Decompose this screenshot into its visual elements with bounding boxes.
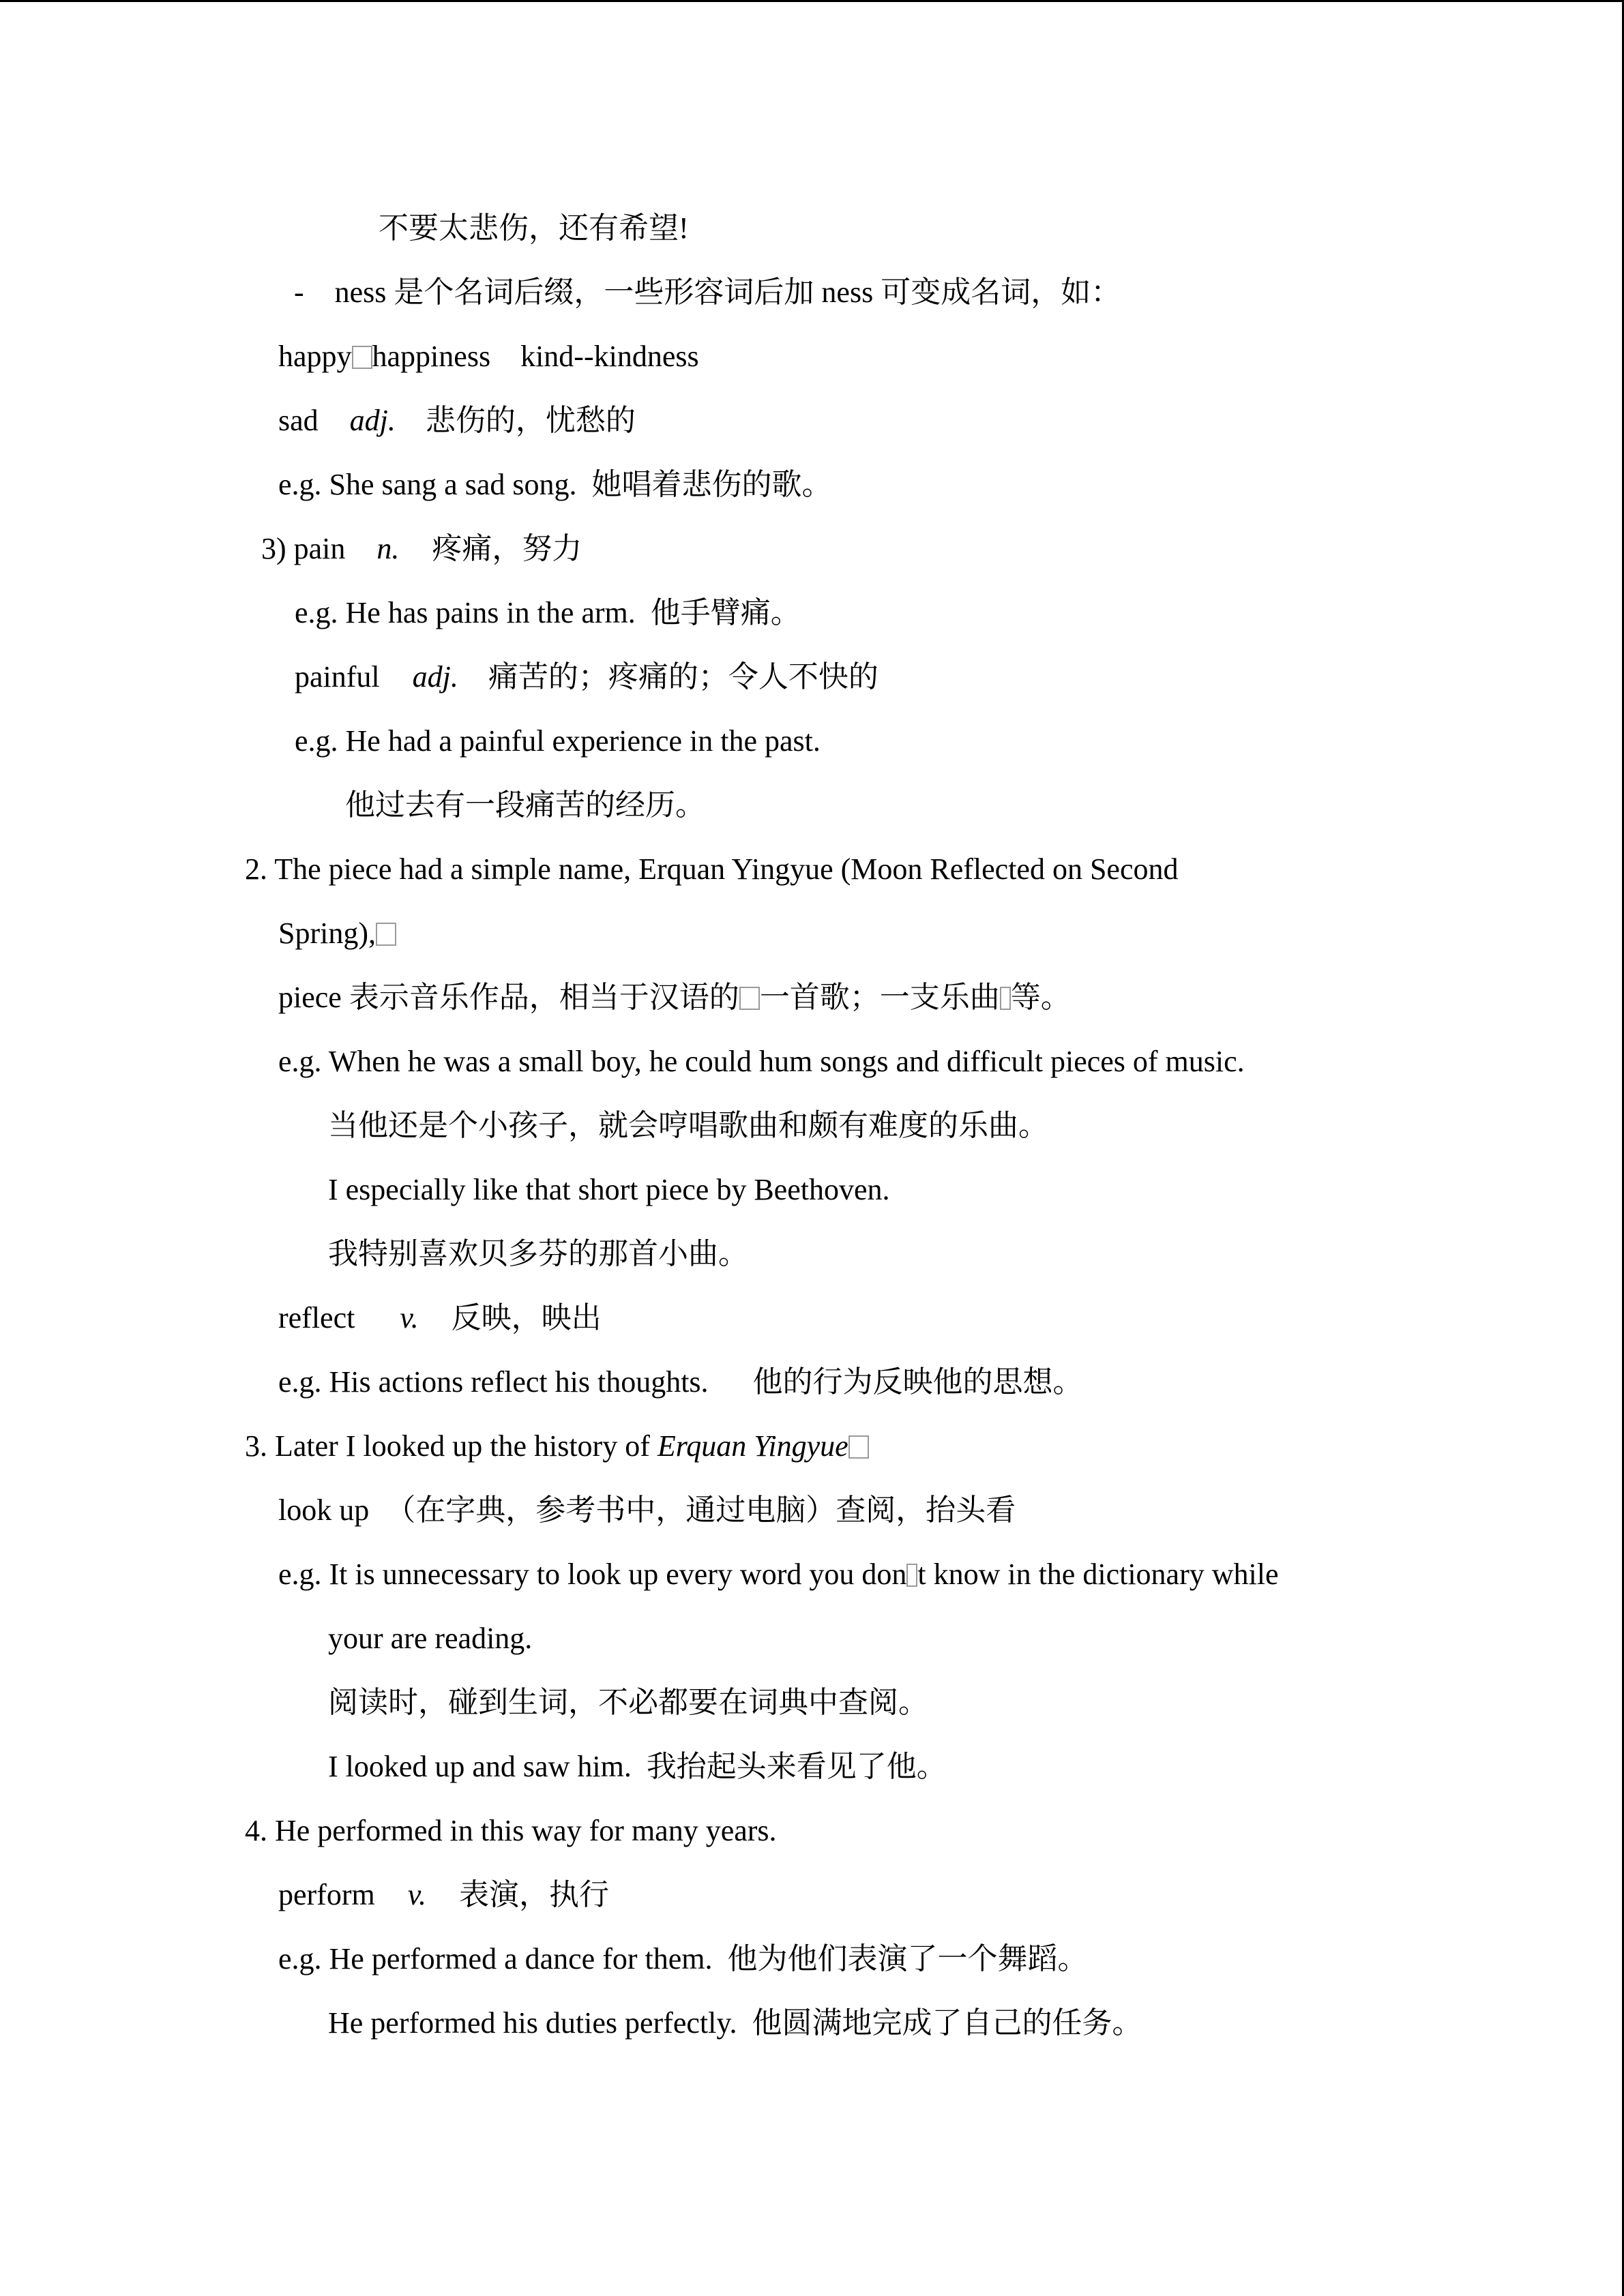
example: e.g. She sang a sad song. 她唱着悲伤的歌。 [278,468,832,501]
missing-glyph-box [739,987,760,1010]
text-line [295,658,879,696]
text-line [278,1940,1087,1978]
translation: 他的行为反映他的思想。 [752,1365,1083,1399]
part-of-speech: adj. [349,404,396,437]
dash: - [294,275,304,309]
translation: 当他还是个小孩子，就会哼唱歌曲和颇有难度的乐曲。 [328,1109,1048,1142]
missing-glyph-box [1000,987,1011,1010]
text-line [295,594,801,632]
example: I especially like that short piece by Beethoven. [328,1173,890,1206]
text-line [328,2004,1142,2042]
example: t know in the dictionary while [917,1557,1279,1591]
text-line [278,914,396,953]
word: painful [295,660,380,694]
part-of-speech: v. [407,1878,426,1911]
meaning: （在字典，参考书中，通过电脑）查阅，抬头看 [385,1493,1016,1527]
text-line [328,1684,928,1722]
example: your are reading. [328,1622,533,1655]
missing-glyph-box [848,1435,869,1459]
text: 一首歌；一支乐曲 [759,981,1000,1014]
text-line [278,466,832,504]
text-line [278,979,1071,1017]
numbered-item: 2. The piece had a simple name, Erquan Yingyue (Moon Reflected on Second [245,852,1179,886]
word: look up [278,1493,370,1527]
numbered-item: 3. Later I looked up the history of [245,1429,658,1463]
example: He performed his duties perfectly. 他圆满地完成了自己的任务。 [328,2006,1142,2040]
text: ness 是个名词后缀，一些形容词后加 ness 可变成名词，如： [334,275,1121,309]
text-line [278,338,699,376]
text-line [328,1620,532,1658]
missing-glyph-box [352,346,372,369]
text-line [379,209,689,248]
example: e.g. It is unnecessary to look up every word you don [278,1557,907,1591]
translation: 他过去有一段痛苦的经历。 [345,788,705,822]
text: 等。 [1010,981,1071,1014]
translation: 我特别喜欢贝多芬的那首小曲。 [328,1237,748,1270]
missing-glyph-box [906,1564,917,1587]
text-line [278,1876,609,1914]
part-of-speech: n. [377,532,400,565]
meaning: 表演，执行 [458,1878,609,1911]
example: e.g. When he was a small boy, he could hum songs and difficult pieces of music. [278,1045,1245,1078]
text-line [328,1107,1048,1145]
text-line [245,850,1179,889]
page-border-top [0,0,1624,2]
text-line [261,530,582,568]
missing-glyph-box [376,923,396,946]
example: e.g. He has pains in the arm. 他手臂痛。 [295,596,801,629]
meaning: 疼痛，努力 [432,532,582,565]
word: 3) pain [261,532,346,565]
text-line [328,1748,947,1786]
text: piece 表示音乐作品，相当于汉语的 [278,981,739,1014]
text-line [245,1812,777,1850]
text-line [245,1427,869,1465]
word: perform [278,1878,375,1911]
word: happy [278,340,352,373]
text-line [278,1363,1083,1401]
text-line [328,1235,748,1273]
text-line [278,1043,1245,1081]
translation: 阅读时，碰到生词，不必都要在词典中查阅。 [328,1686,928,1719]
text: Spring), [278,916,376,950]
text-line [278,1299,602,1337]
example: I looked up and saw him. 我抬起头来看见了他。 [328,1750,947,1783]
example: e.g. He had a painful experience in the past. [295,724,821,758]
text-line [278,402,636,440]
meaning: 痛苦的；疼痛的；令人不快的 [488,660,879,694]
text-line [345,786,705,824]
text-line [278,1491,1016,1530]
title-italic: Erquan Yingyue [657,1429,848,1463]
part-of-speech: adj. [412,660,458,694]
text-line [278,1555,1278,1594]
example: e.g. He performed a dance for them. 他为他们表演了一个舞蹈。 [278,1942,1088,1976]
text-line [295,722,821,760]
part-of-speech: v. [400,1301,419,1335]
word: sad [278,404,319,437]
text-line [328,1171,890,1209]
meaning: 反映，映出 [451,1301,602,1335]
text-line [294,273,1121,312]
example: e.g. His actions reflect his thoughts. [278,1365,709,1399]
word: happiness [372,340,491,373]
meaning: 悲伤的，忧愁的 [425,404,636,437]
word: kind--kindness [520,340,699,373]
text: 不要太悲伤，还有希望! [379,211,689,245]
numbered-item: 4. He performed in this way for many years. [245,1814,777,1847]
word: reflect [278,1301,355,1335]
